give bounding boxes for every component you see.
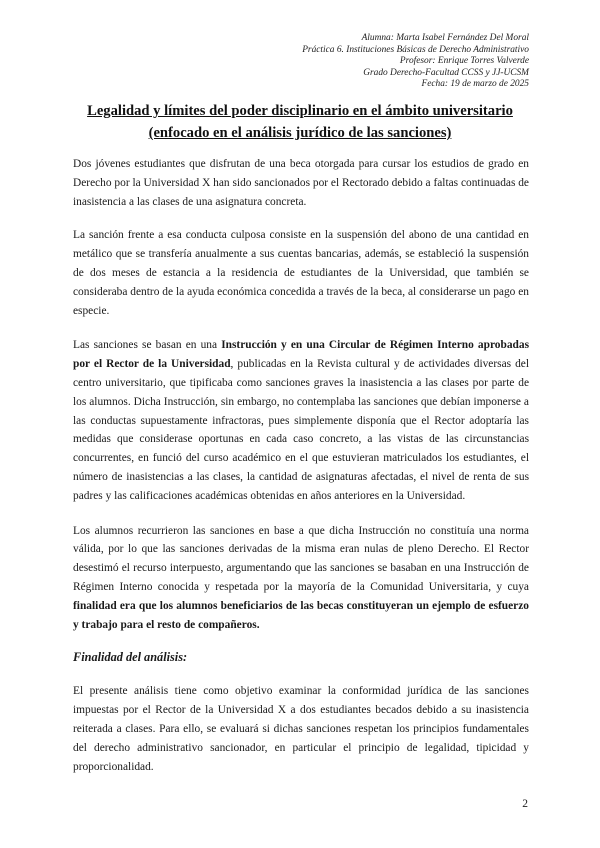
paragraph-3 [73,336,529,505]
title-line-1: Legalidad y límites del poder disciplinario en el ámbito universitario [87,103,513,119]
paragraph-3-bold: Instrucción y en una Circular de Régimen Interno aprobadas por el Rector de la Universidad [73,339,529,371]
paragraph-2: La sanción frente a esa conducta culposa consiste en la suspensión del abono de una cantidad en metálico que se transfería anualmente a sus cuentas bancarias, además, se estableció la suspensión de dos meses de estancia a la residencia de estudiantes de la Universidad, que también se consideraba dentro de la ayuda económica concedida a través de la beca, al considerarse un pago en especie. [73,229,529,317]
header-practice: Práctica 6. Instituciones Básicas de Derecho Administrativo [302,44,529,55]
document-header [302,33,529,91]
paragraph-3-text-start: Las sanciones se basan en una [73,339,222,352]
section-heading: Finalidad del análisis: [73,650,188,665]
paragraph-5: El presente análisis tiene como objetivo examinar la conformidad jurídica de las sanciones impuestas por el Rector de la Universidad X a dos estudiantes becados debido a su inasistencia reiterada a clases. Para ello, se evaluará si dichas sanciones respetan los principios fundamentales del derecho administrativo sancionador, en particular el principio de legalidad, tipicidad y proporcionalidad. [73,685,529,773]
page-number: 2 [522,798,528,810]
paragraph-4-bold: finalidad era que los alumnos beneficiarios de las becas constituyeran un ejemplo de esfuerzo y trabajo para el resto de compañeros. [73,599,529,631]
document-body [73,155,529,776]
paragraph-1: Dos jóvenes estudiantes que disfrutan de una beca otorgada para cursar los estudios de grado en Derecho por la Universidad X han sido sancionados por el Rectorado debido a faltas continuadas de inasistencia a las clases de una asignatura concreta. [73,158,529,208]
header-student: Alumna: Marta Isabel Fernández Del Moral [361,33,529,43]
title-line-2: (enfocado en el análisis jurídico de las sanciones) [148,125,452,141]
header-date: Fecha: 19 de marzo de 2025 [421,79,529,89]
header-professor: Profesor: Enrique Torres Valverde [399,56,529,66]
header-degree: Grado Derecho-Facultad CCSS y JJ-UCSM [363,67,529,78]
paragraph-4-text-start: Los alumnos recurrieron las sanciones en base a que dicha Instrucción no constituía una norma válida, por lo que las sanciones derivadas de la misma eran nulas de pleno Derecho. El Rector desestimó el recurso interpuesto, argumentando que las sanciones se basaban en una Instrucción de Régimen Interno conocida y respetada por la mayoría de la Comunidad Universitaria, y cuya [73,524,529,593]
document-title [60,100,540,144]
paragraph-3-text-end: , publicadas en la Revista cultural y de actividades diversas del centro universitario, que tipificaba como sanciones graves la inasistencia a las clases por parte de los alumnos. Dicha Instrucción, sin embargo, no contemplaba las sanciones que debían imponerse a las conductas supuestamente infractoras, pues simplemente disponía que el Rector adoptaría las medidas que considerase oportunas en cada caso concreto, a las vistas de las circunstancias concurrentes, en funció del curso académico en el que estuvieran matriculados los estudiantes, el número de inasistencias a las clases, la cantidad de asignaturas afectadas, el nivel de renta de sus padres y las calificaciones académicas obtenidas en años anteriores en la Universidad. [73,358,529,502]
paragraph-4 [73,522,529,635]
